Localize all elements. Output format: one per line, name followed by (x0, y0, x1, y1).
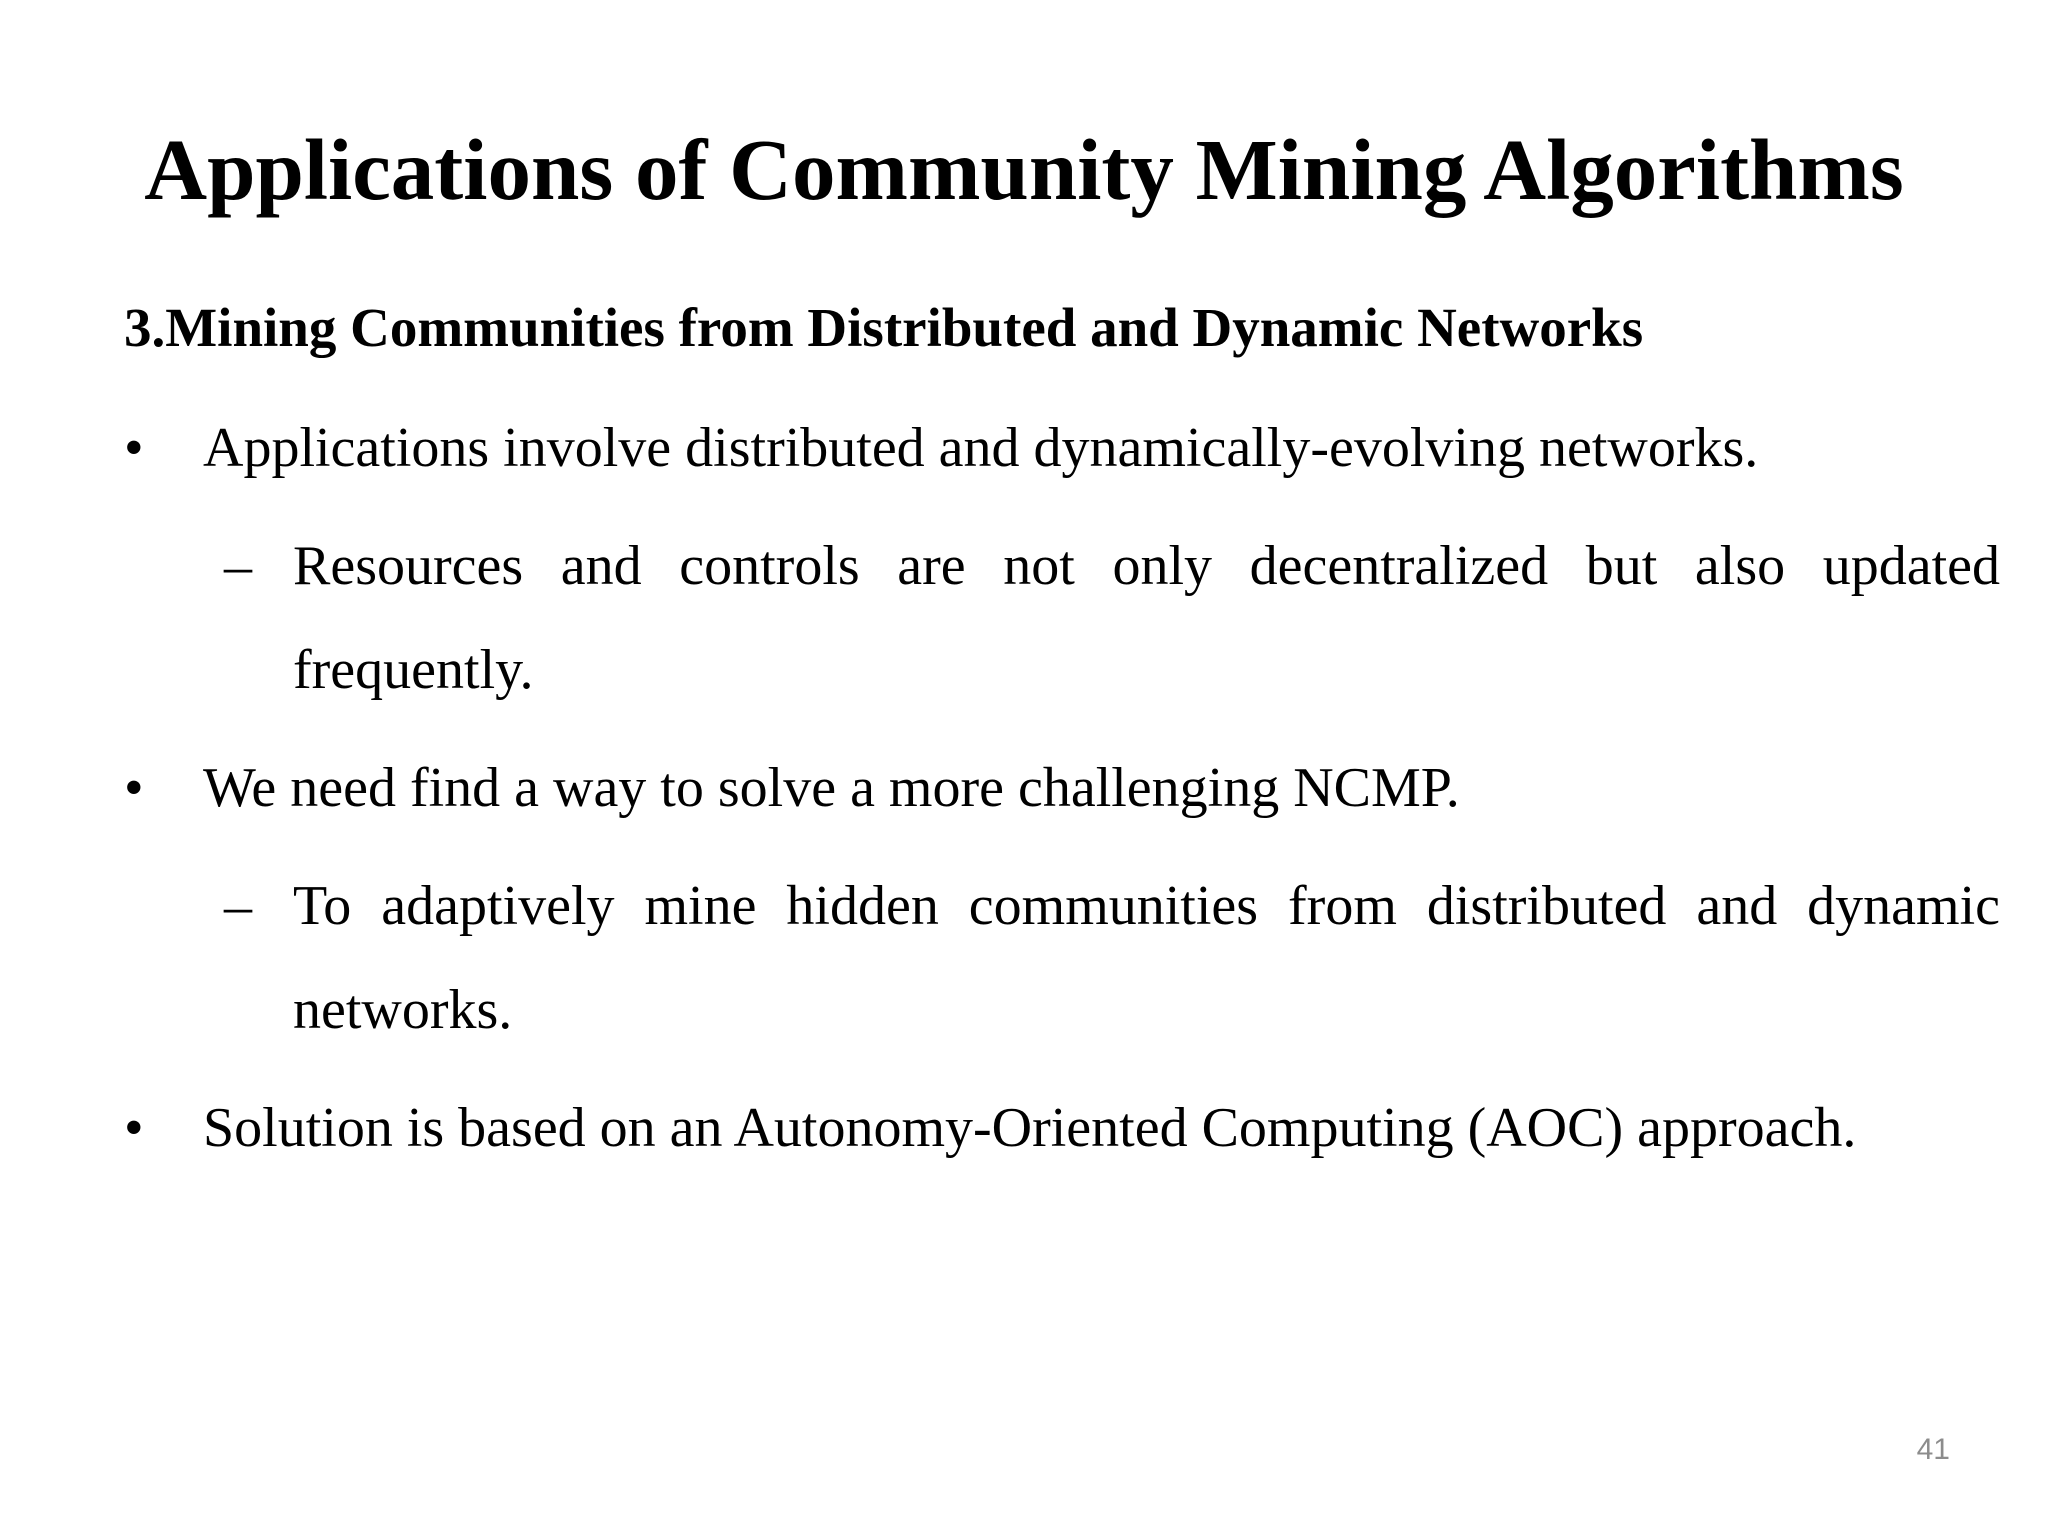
bullet-marker: • (124, 757, 144, 819)
bullet-marker: • (124, 417, 144, 479)
bullet-text: We need find a way to solve a more challenging NCMP. (203, 757, 1460, 819)
dash-marker: – (224, 875, 252, 937)
bullet-text: Solution is based on an Autonomy-Oriented Computing (AOC) approach. (203, 1097, 1857, 1159)
bullet-text: Applications involve distributed and dynamically-evolving networks. (203, 417, 1759, 479)
section-heading: 3.Mining Communities from Distributed and Dynamic Networks (124, 297, 1644, 358)
dash-marker: – (224, 535, 252, 597)
sub-bullet-text: To adaptively mine hidden communities from distributed and dynamic networks. (293, 875, 2000, 1041)
bullet-marker: • (124, 1097, 144, 1159)
sub-bullet-text: Resources and controls are not only decentralized but also updated frequently. (293, 535, 2000, 701)
page-number: 41 (1916, 1433, 1950, 1466)
slide-title: Applications of Community Mining Algorithms (144, 121, 1904, 218)
